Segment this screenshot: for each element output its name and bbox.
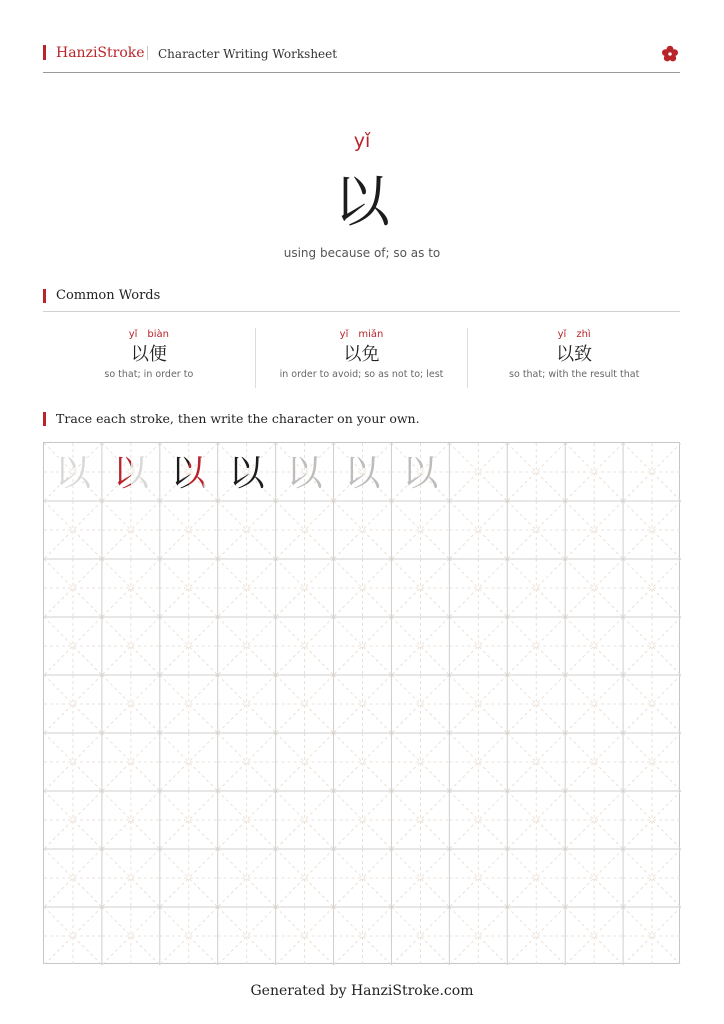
common-words-list (43, 328, 680, 388)
stroke-step-1: 以 (44, 445, 102, 503)
word-meaning: in order to avoid; so as not to; lest (279, 369, 444, 380)
header-divider (147, 46, 148, 60)
common-words-title: Common Words (56, 288, 161, 303)
worksheet-subtitle: Character Writing Worksheet (158, 47, 338, 61)
section-accent-bar (43, 412, 46, 426)
word-pinyin: yǐ zhì (557, 329, 591, 340)
brand-name[interactable]: HanziStroke (56, 45, 145, 61)
stroke-step-3: 以 (160, 445, 218, 503)
word-pinyin: yǐ miǎn (339, 329, 384, 340)
character-meaning: using because of; so as to (283, 246, 441, 260)
word-card (467, 328, 680, 388)
header-accent-bar (43, 45, 46, 60)
word-card (43, 328, 255, 388)
word-hanzi: 以致 (556, 344, 593, 365)
practice-grid[interactable] (43, 442, 680, 964)
trace-character: 以 (286, 453, 323, 494)
practice-instruction: Trace each stroke, then write the character on your own. (56, 411, 420, 426)
word-hanzi: 以免 (343, 344, 380, 365)
footer-text[interactable]: Generated by HanziStroke.com (250, 983, 474, 999)
character-pinyin: yǐ (353, 130, 371, 152)
section-rule (43, 311, 680, 312)
word-card (255, 328, 468, 388)
word-meaning: so that; with the result that (509, 369, 640, 380)
main-character: 以 (334, 170, 390, 235)
trace-character: 以 (402, 453, 439, 494)
stroke-step-4: 以 (228, 453, 265, 494)
header-rule (43, 72, 680, 73)
grid-lines (44, 443, 681, 965)
word-meaning: so that; in order to (104, 369, 194, 380)
plum-blossom-icon (661, 45, 679, 63)
section-accent-bar (43, 289, 46, 303)
stroke-step-2: 以 (102, 445, 160, 503)
trace-character: 以 (344, 453, 381, 494)
word-hanzi: 以便 (130, 344, 167, 365)
word-pinyin: yǐ biàn (128, 329, 169, 340)
